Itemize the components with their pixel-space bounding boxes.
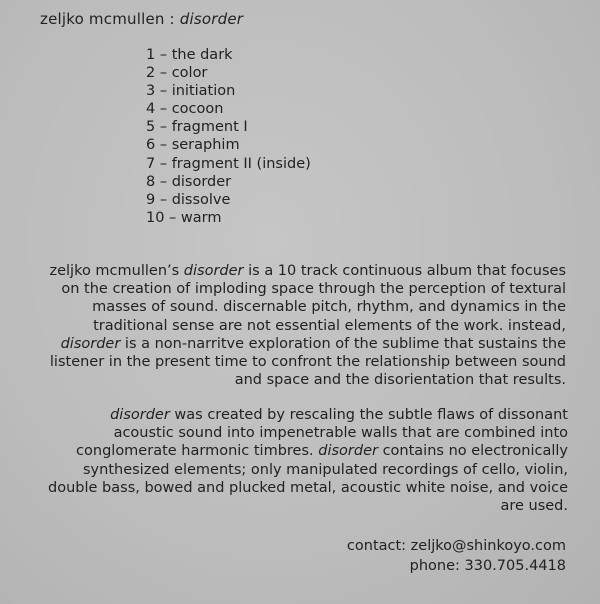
track-item: 3 – initiation	[146, 83, 236, 100]
description-line: disorder is a non-narritve exploration of the sublime that sustains the	[60, 335, 566, 352]
track-item: 1 – the dark	[146, 47, 233, 63]
production-notes	[44, 406, 568, 515]
track-item: 5 – fragment I	[146, 119, 248, 136]
track-item: 6 – seraphim	[146, 137, 240, 154]
description-line: listener in the present time to confront the relationship between sound	[49, 354, 566, 371]
contact-email: contact: zeljko@shinkoyo.com	[346, 538, 566, 554]
production-line: acoustic sound into impenetrable walls that are combined into	[113, 425, 568, 442]
production-line: conglomerate harmonic timbres. disorder contains no electronically	[76, 443, 568, 460]
contact-info	[300, 536, 566, 576]
production-line: disorder was created by rescaling the subtle flaws of dissonant	[110, 407, 568, 423]
description-line: on the creation of imploding space through the perception of textural	[61, 281, 566, 298]
page-title	[40, 10, 243, 28]
track-item: 9 – dissolve	[146, 191, 231, 208]
track-item: 7 – fragment II (inside)	[146, 155, 311, 172]
production-line: are used.	[500, 498, 568, 515]
album-description	[44, 262, 566, 389]
contact-phone: phone: 330.705.4418	[409, 558, 566, 574]
production-line: double bass, bowed and plucked metal, acoustic white noise, and voice	[48, 479, 568, 496]
track-item: 8 – disorder	[146, 173, 232, 190]
description-line: and space and the disorientation that results.	[234, 372, 566, 389]
description-line: traditional sense are not essential elements of the work. instead,	[93, 317, 566, 334]
track-item: 10 – warm	[146, 209, 222, 226]
album-title: disorder	[179, 10, 244, 28]
track-list	[146, 46, 311, 227]
track-item: 4 – cocoon	[146, 101, 224, 118]
track-item: 2 – color	[146, 65, 208, 82]
production-line: synthesized elements; only manipulated recordings of cello, violin,	[83, 461, 568, 478]
description-line: zeljko mcmullen’s disorder is a 10 track continuous album that focuses	[49, 263, 566, 279]
description-line: masses of sound. discernable pitch, rhythm, and dynamics in the	[92, 299, 566, 316]
artist-name: zeljko mcmullen :	[40, 10, 180, 28]
